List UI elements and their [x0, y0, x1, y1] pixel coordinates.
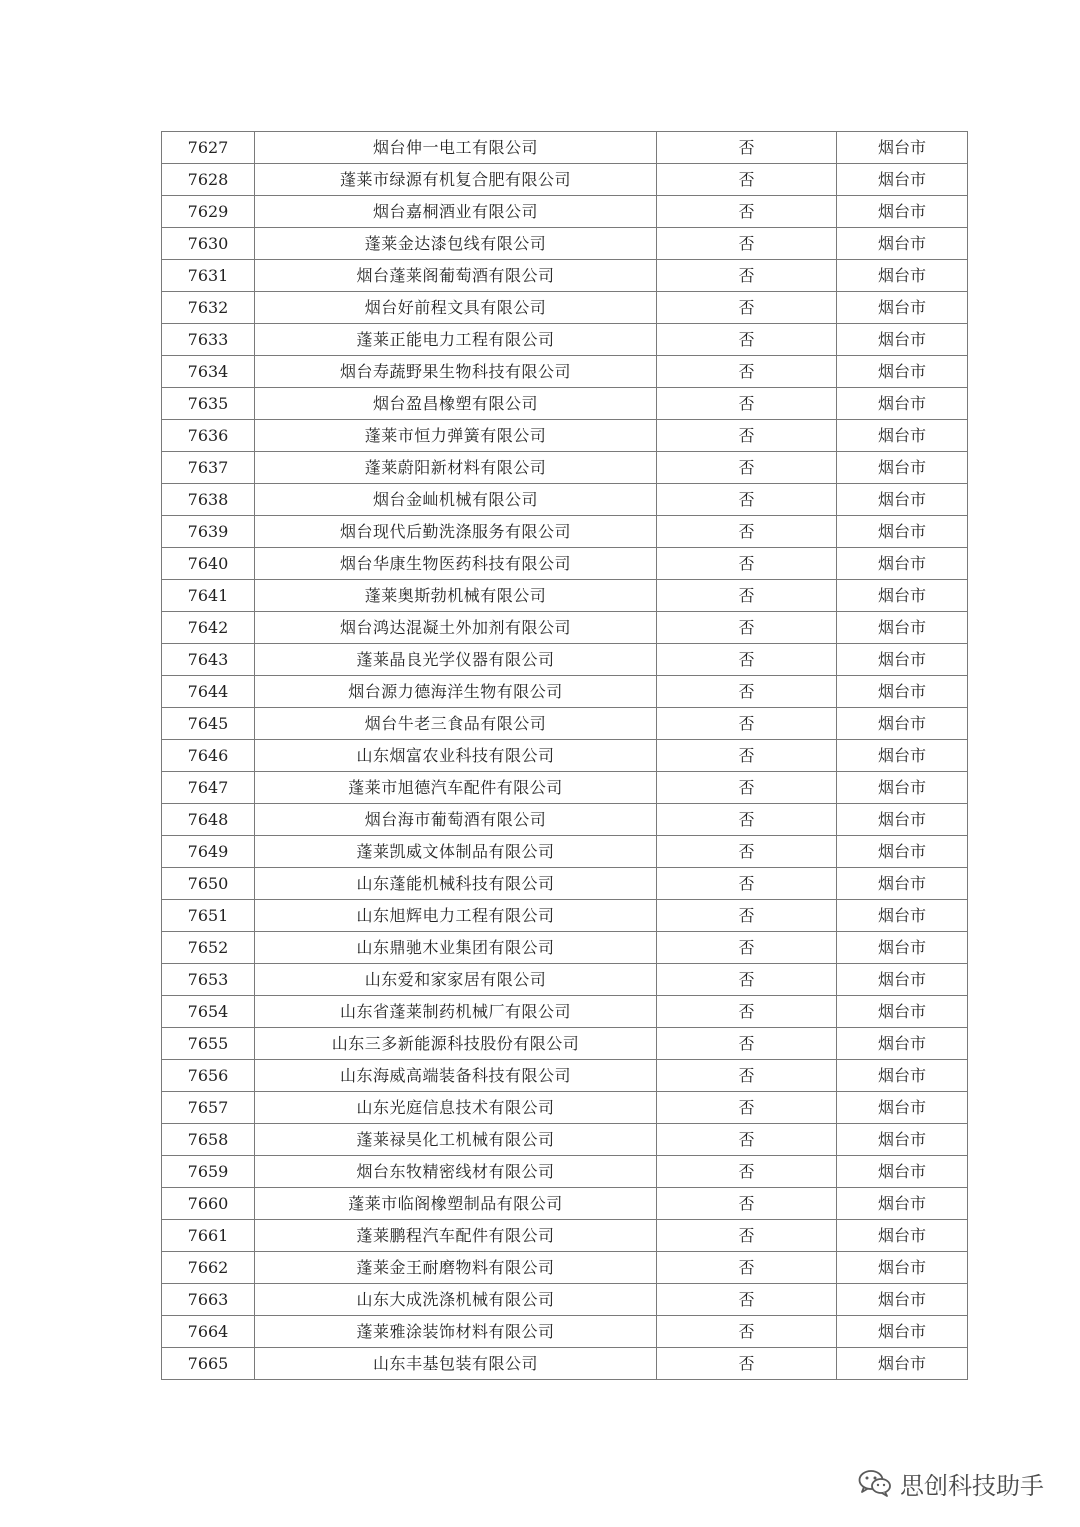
cell-city: 烟台市: [837, 1092, 968, 1124]
cell-flag: 否: [657, 228, 837, 260]
table-row: [162, 1252, 968, 1284]
table-row: [162, 324, 968, 356]
cell-flag: 否: [657, 356, 837, 388]
table-row: [162, 1124, 968, 1156]
cell-flag: 否: [657, 420, 837, 452]
cell-company-name: 蓬莱晶良光学仪器有限公司: [255, 644, 657, 676]
table-row: [162, 964, 968, 996]
cell-city: 烟台市: [837, 164, 968, 196]
cell-company-name: 山东三多新能源科技股份有限公司: [255, 1028, 657, 1060]
cell-flag: 否: [657, 1124, 837, 1156]
table-row: [162, 132, 968, 164]
cell-number: 7630: [162, 228, 255, 260]
cell-number: 7635: [162, 388, 255, 420]
table-row: [162, 1028, 968, 1060]
cell-company-name: 蓬莱凯威文体制品有限公司: [255, 836, 657, 868]
cell-number: 7648: [162, 804, 255, 836]
cell-company-name: 烟台东牧精密线材有限公司: [255, 1156, 657, 1188]
watermark-text: 思创科技助手: [900, 1471, 1044, 1500]
table-row: [162, 1220, 968, 1252]
cell-city: 烟台市: [837, 740, 968, 772]
cell-city: 烟台市: [837, 356, 968, 388]
cell-number: 7640: [162, 548, 255, 580]
table-row: [162, 1284, 968, 1316]
cell-city: 烟台市: [837, 1316, 968, 1348]
cell-flag: 否: [657, 708, 837, 740]
cell-company-name: 山东省蓬莱制药机械厂有限公司: [255, 996, 657, 1028]
cell-company-name: 山东海威高端装备科技有限公司: [255, 1060, 657, 1092]
cell-number: 7653: [162, 964, 255, 996]
watermark: [858, 1466, 1044, 1500]
cell-city: 烟台市: [837, 612, 968, 644]
cell-flag: 否: [657, 932, 837, 964]
cell-company-name: 山东旭辉电力工程有限公司: [255, 900, 657, 932]
cell-number: 7661: [162, 1220, 255, 1252]
cell-number: 7633: [162, 324, 255, 356]
cell-company-name: 山东蓬能机械科技有限公司: [255, 868, 657, 900]
table-row: [162, 644, 968, 676]
cell-company-name: 烟台金屾机械有限公司: [255, 484, 657, 516]
cell-flag: 否: [657, 324, 837, 356]
table-row: [162, 836, 968, 868]
cell-company-name: 烟台牛老三食品有限公司: [255, 708, 657, 740]
cell-number: 7660: [162, 1188, 255, 1220]
table-row: [162, 1188, 968, 1220]
cell-company-name: 蓬莱市恒力弹簧有限公司: [255, 420, 657, 452]
cell-city: 烟台市: [837, 996, 968, 1028]
cell-city: 烟台市: [837, 644, 968, 676]
cell-company-name: 山东爱和家家居有限公司: [255, 964, 657, 996]
cell-flag: 否: [657, 452, 837, 484]
cell-city: 烟台市: [837, 836, 968, 868]
cell-flag: 否: [657, 1188, 837, 1220]
cell-company-name: 烟台华康生物医药科技有限公司: [255, 548, 657, 580]
cell-company-name: 烟台伸一电工有限公司: [255, 132, 657, 164]
cell-number: 7654: [162, 996, 255, 1028]
cell-city: 烟台市: [837, 484, 968, 516]
cell-city: 烟台市: [837, 1252, 968, 1284]
cell-city: 烟台市: [837, 452, 968, 484]
cell-company-name: 烟台海市葡萄酒有限公司: [255, 804, 657, 836]
cell-city: 烟台市: [837, 1028, 968, 1060]
cell-city: 烟台市: [837, 1284, 968, 1316]
cell-company-name: 蓬莱鹏程汽车配件有限公司: [255, 1220, 657, 1252]
cell-flag: 否: [657, 1092, 837, 1124]
cell-city: 烟台市: [837, 676, 968, 708]
cell-city: 烟台市: [837, 292, 968, 324]
cell-flag: 否: [657, 196, 837, 228]
cell-city: 烟台市: [837, 228, 968, 260]
cell-city: 烟台市: [837, 900, 968, 932]
cell-company-name: 烟台盈昌橡塑有限公司: [255, 388, 657, 420]
cell-city: 烟台市: [837, 420, 968, 452]
company-table: [161, 131, 968, 1380]
cell-number: 7659: [162, 1156, 255, 1188]
cell-flag: 否: [657, 1060, 837, 1092]
cell-number: 7632: [162, 292, 255, 324]
cell-flag: 否: [657, 740, 837, 772]
cell-flag: 否: [657, 580, 837, 612]
cell-number: 7657: [162, 1092, 255, 1124]
table-row: [162, 772, 968, 804]
cell-company-name: 蓬莱金王耐磨物料有限公司: [255, 1252, 657, 1284]
table-row: [162, 1348, 968, 1380]
cell-city: 烟台市: [837, 964, 968, 996]
cell-company-name: 山东鼎驰木业集团有限公司: [255, 932, 657, 964]
cell-company-name: 蓬莱蔚阳新材料有限公司: [255, 452, 657, 484]
table-row: [162, 996, 968, 1028]
cell-number: 7662: [162, 1252, 255, 1284]
cell-number: 7658: [162, 1124, 255, 1156]
cell-company-name: 蓬莱市旭德汽车配件有限公司: [255, 772, 657, 804]
cell-number: 7639: [162, 516, 255, 548]
cell-company-name: 烟台蓬莱阁葡萄酒有限公司: [255, 260, 657, 292]
cell-flag: 否: [657, 132, 837, 164]
cell-company-name: 烟台寿蔬野果生物科技有限公司: [255, 356, 657, 388]
cell-number: 7656: [162, 1060, 255, 1092]
cell-number: 7664: [162, 1316, 255, 1348]
cell-number: 7665: [162, 1348, 255, 1380]
cell-company-name: 山东大成洗涤机械有限公司: [255, 1284, 657, 1316]
cell-flag: 否: [657, 964, 837, 996]
cell-city: 烟台市: [837, 1124, 968, 1156]
cell-flag: 否: [657, 676, 837, 708]
table-body: [162, 132, 968, 1380]
table-row: [162, 708, 968, 740]
table-row: [162, 900, 968, 932]
table-row: [162, 260, 968, 292]
cell-number: 7644: [162, 676, 255, 708]
cell-number: 7642: [162, 612, 255, 644]
cell-number: 7643: [162, 644, 255, 676]
table-row: [162, 804, 968, 836]
cell-flag: 否: [657, 996, 837, 1028]
table-row: [162, 612, 968, 644]
cell-number: 7650: [162, 868, 255, 900]
cell-city: 烟台市: [837, 1156, 968, 1188]
cell-city: 烟台市: [837, 580, 968, 612]
cell-flag: 否: [657, 772, 837, 804]
cell-company-name: 蓬莱奥斯勃机械有限公司: [255, 580, 657, 612]
cell-company-name: 山东丰基包装有限公司: [255, 1348, 657, 1380]
cell-number: 7663: [162, 1284, 255, 1316]
cell-number: 7647: [162, 772, 255, 804]
cell-city: 烟台市: [837, 804, 968, 836]
cell-company-name: 烟台源力德海洋生物有限公司: [255, 676, 657, 708]
cell-company-name: 蓬莱市临阁橡塑制品有限公司: [255, 1188, 657, 1220]
cell-number: 7627: [162, 132, 255, 164]
cell-company-name: 烟台现代后勤洗涤服务有限公司: [255, 516, 657, 548]
cell-company-name: 山东烟富农业科技有限公司: [255, 740, 657, 772]
table-row: [162, 1316, 968, 1348]
table-row: [162, 196, 968, 228]
cell-number: 7645: [162, 708, 255, 740]
cell-flag: 否: [657, 1028, 837, 1060]
cell-city: 烟台市: [837, 132, 968, 164]
table-row: [162, 740, 968, 772]
cell-flag: 否: [657, 836, 837, 868]
cell-flag: 否: [657, 644, 837, 676]
cell-flag: 否: [657, 1156, 837, 1188]
cell-company-name: 山东光庭信息技术有限公司: [255, 1092, 657, 1124]
cell-flag: 否: [657, 1220, 837, 1252]
cell-city: 烟台市: [837, 548, 968, 580]
table-row: [162, 484, 968, 516]
cell-number: 7655: [162, 1028, 255, 1060]
cell-flag: 否: [657, 900, 837, 932]
cell-number: 7636: [162, 420, 255, 452]
cell-company-name: 蓬莱雅涂装饰材料有限公司: [255, 1316, 657, 1348]
cell-company-name: 烟台好前程文具有限公司: [255, 292, 657, 324]
cell-flag: 否: [657, 1348, 837, 1380]
table-row: [162, 452, 968, 484]
cell-flag: 否: [657, 868, 837, 900]
table-row: [162, 1156, 968, 1188]
cell-number: 7652: [162, 932, 255, 964]
table-row: [162, 932, 968, 964]
table-row: [162, 868, 968, 900]
cell-flag: 否: [657, 516, 837, 548]
table-row: [162, 1060, 968, 1092]
cell-city: 烟台市: [837, 772, 968, 804]
cell-number: 7651: [162, 900, 255, 932]
cell-city: 烟台市: [837, 708, 968, 740]
cell-flag: 否: [657, 1252, 837, 1284]
table-row: [162, 548, 968, 580]
table-row: [162, 356, 968, 388]
cell-city: 烟台市: [837, 1348, 968, 1380]
cell-flag: 否: [657, 1284, 837, 1316]
cell-flag: 否: [657, 164, 837, 196]
cell-city: 烟台市: [837, 1188, 968, 1220]
table-row: [162, 388, 968, 420]
cell-flag: 否: [657, 548, 837, 580]
cell-flag: 否: [657, 612, 837, 644]
cell-company-name: 蓬莱禄昊化工机械有限公司: [255, 1124, 657, 1156]
cell-flag: 否: [657, 292, 837, 324]
cell-city: 烟台市: [837, 324, 968, 356]
cell-number: 7631: [162, 260, 255, 292]
cell-number: 7629: [162, 196, 255, 228]
table-row: [162, 1092, 968, 1124]
cell-flag: 否: [657, 484, 837, 516]
cell-number: 7634: [162, 356, 255, 388]
wechat-icon: [858, 1469, 892, 1497]
cell-company-name: 烟台鸿达混凝土外加剂有限公司: [255, 612, 657, 644]
table-row: [162, 676, 968, 708]
cell-city: 烟台市: [837, 868, 968, 900]
cell-company-name: 烟台嘉桐酒业有限公司: [255, 196, 657, 228]
cell-company-name: 蓬莱正能电力工程有限公司: [255, 324, 657, 356]
cell-number: 7637: [162, 452, 255, 484]
cell-city: 烟台市: [837, 1220, 968, 1252]
table-row: [162, 164, 968, 196]
cell-city: 烟台市: [837, 388, 968, 420]
cell-number: 7628: [162, 164, 255, 196]
table-row: [162, 580, 968, 612]
cell-company-name: 蓬莱市绿源有机复合肥有限公司: [255, 164, 657, 196]
cell-number: 7649: [162, 836, 255, 868]
cell-flag: 否: [657, 804, 837, 836]
cell-company-name: 蓬莱金达漆包线有限公司: [255, 228, 657, 260]
cell-flag: 否: [657, 388, 837, 420]
cell-flag: 否: [657, 260, 837, 292]
table-row: [162, 420, 968, 452]
cell-city: 烟台市: [837, 932, 968, 964]
cell-number: 7646: [162, 740, 255, 772]
cell-flag: 否: [657, 1316, 837, 1348]
cell-city: 烟台市: [837, 1060, 968, 1092]
cell-number: 7641: [162, 580, 255, 612]
table-row: [162, 292, 968, 324]
cell-city: 烟台市: [837, 516, 968, 548]
table-row: [162, 516, 968, 548]
cell-number: 7638: [162, 484, 255, 516]
table-row: [162, 228, 968, 260]
cell-city: 烟台市: [837, 260, 968, 292]
cell-city: 烟台市: [837, 196, 968, 228]
